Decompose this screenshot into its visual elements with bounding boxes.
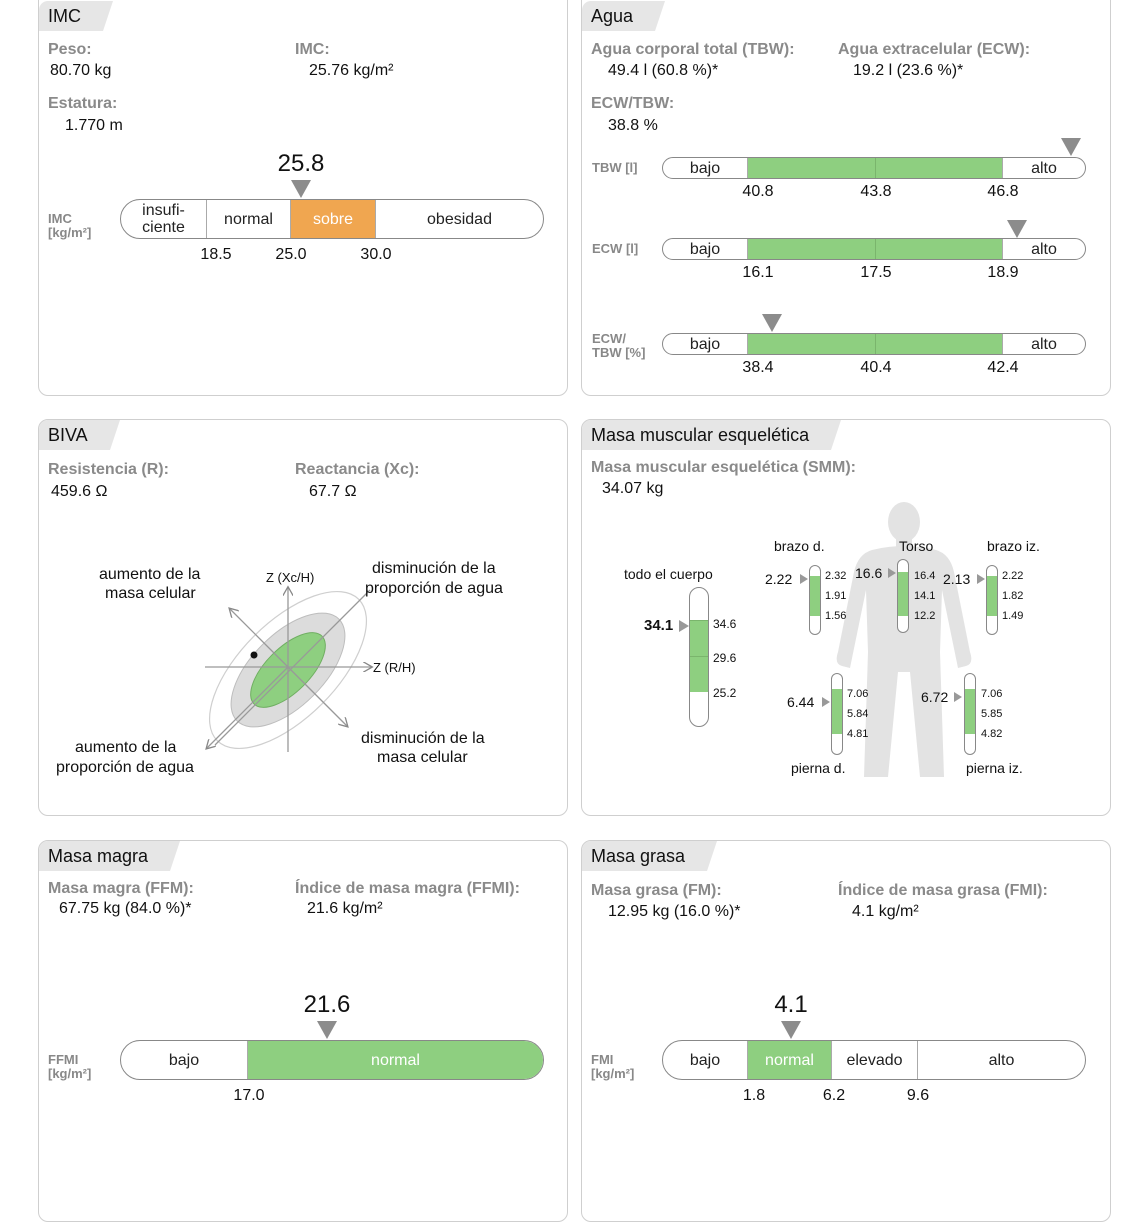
ffmi-value: 21.6 kg/m² bbox=[307, 900, 383, 917]
imc-title: IMC bbox=[39, 1, 103, 31]
imc-tick-2: 25.0 bbox=[275, 246, 307, 263]
whole-tick-2: 29.6 bbox=[713, 651, 737, 665]
arm-r-capsule bbox=[809, 565, 821, 635]
fmi-seg-bajo: bajo bbox=[689, 1051, 721, 1069]
ecwtbw-bar-label: ECW/ TBW [%] bbox=[592, 331, 646, 360]
ecwtbw-tick-1: 38.4 bbox=[742, 359, 774, 376]
biva-tl-2: masa celular bbox=[105, 585, 196, 602]
arm-l-marker-icon bbox=[977, 574, 985, 584]
resistencia-label: Resistencia (R): bbox=[48, 461, 169, 478]
leg-r-capsule bbox=[831, 673, 843, 755]
arm-r-marker-icon bbox=[800, 574, 808, 584]
ffmi-tick-1: 17.0 bbox=[233, 1087, 265, 1104]
imc-seg-obesidad: obesidad bbox=[375, 200, 543, 238]
ecw-tick-2: 17.5 bbox=[860, 264, 892, 281]
arm-l-label: brazo iz. bbox=[987, 538, 1040, 554]
tbw-range-b bbox=[875, 158, 1002, 178]
whole-tick-1: 34.6 bbox=[713, 617, 737, 631]
estatura-value: 1.770 m bbox=[65, 117, 123, 134]
leg-l-tick-2: 5.85 bbox=[981, 708, 1003, 720]
imc-label: IMC: bbox=[295, 41, 330, 58]
arm-l-capsule bbox=[986, 565, 998, 635]
ratio-label: ECW/TBW: bbox=[591, 95, 675, 112]
fmi-marker-value: 4.1 bbox=[774, 991, 808, 1018]
ecw-high: alto bbox=[1002, 239, 1085, 259]
tbw-range-a bbox=[747, 158, 875, 178]
biva-tr-1: disminución de la bbox=[372, 560, 496, 577]
fmi-seg-alto: alto bbox=[917, 1041, 1085, 1079]
leg-l-label: pierna iz. bbox=[966, 760, 1023, 776]
leg-l-value: 6.72 bbox=[921, 689, 949, 705]
fmi-label: Índice de masa grasa (FMI): bbox=[838, 882, 1048, 899]
imc-value: 25.76 kg/m² bbox=[309, 62, 394, 79]
ffmi-label: Índice de masa magra (FFMI): bbox=[295, 880, 520, 897]
ffmi-bar-label: FFMI [kg/m²] bbox=[48, 1052, 92, 1081]
tbw-low: bajo bbox=[689, 159, 721, 177]
tbw-tick-1: 40.8 bbox=[742, 183, 774, 200]
smm-label: Masa muscular esquelética (SMM): bbox=[591, 459, 856, 476]
arm-r-tick-3: 1.56 bbox=[825, 610, 847, 622]
ecwtbw-range-a bbox=[747, 334, 875, 354]
imc-bar bbox=[120, 199, 544, 239]
whole-tick-3: 25.2 bbox=[713, 686, 737, 700]
biva-axis-y-label: Z (Xc/H) bbox=[266, 570, 315, 585]
tbw-bar bbox=[662, 157, 1086, 179]
ecwtbw-high: alto bbox=[1002, 334, 1085, 354]
torso-tick-1: 16.4 bbox=[914, 570, 936, 582]
ecwtbw-marker-icon bbox=[762, 314, 782, 332]
ecw-marker-icon bbox=[1007, 220, 1027, 238]
ecw-tick-3: 18.9 bbox=[987, 264, 1019, 281]
imc-seg-sobre: sobre bbox=[290, 200, 375, 238]
fm-label: Masa grasa (FM): bbox=[591, 882, 722, 899]
peso-value: 80.70 kg bbox=[50, 62, 112, 79]
fmi-bar-label: FMI [kg/m²] bbox=[591, 1052, 635, 1081]
ffmi-marker-value: 21.6 bbox=[303, 991, 351, 1018]
biva-axis-x-label: Z (R/H) bbox=[373, 660, 416, 675]
torso-tick-3: 12.2 bbox=[914, 610, 936, 622]
reactancia-value: 67.7 Ω bbox=[309, 483, 357, 500]
tbw-tick-3: 46.8 bbox=[987, 183, 1019, 200]
tbw-label: Agua corporal total (TBW): bbox=[591, 41, 795, 58]
fmi-tick-2: 6.2 bbox=[822, 1087, 846, 1104]
leg-r-marker-icon bbox=[822, 697, 830, 707]
leg-l-range bbox=[965, 689, 975, 734]
peso-label: Peso: bbox=[48, 41, 92, 58]
ffmi-seg-bajo: bajo bbox=[168, 1051, 200, 1069]
torso-tick-2: 14.1 bbox=[914, 590, 936, 602]
smm-value: 34.07 kg bbox=[602, 480, 664, 497]
magra-title: Masa magra bbox=[39, 841, 170, 871]
arm-r-tick-2: 1.91 bbox=[825, 590, 847, 602]
biva-br-2: masa celular bbox=[377, 749, 468, 766]
leg-r-label: pierna d. bbox=[791, 760, 846, 776]
fmi-bar bbox=[662, 1040, 1086, 1080]
leg-r-range bbox=[832, 689, 842, 734]
ecw-tick-1: 16.1 bbox=[742, 264, 774, 281]
leg-l-tick-3: 4.82 bbox=[981, 728, 1003, 740]
fmi-tick-3: 9.6 bbox=[906, 1087, 930, 1104]
arm-l-tick-1: 2.22 bbox=[1002, 570, 1024, 582]
imc-bar-label: IMC [kg/m²] bbox=[48, 211, 92, 240]
biva-tr-2: proporción de agua bbox=[365, 580, 503, 597]
leg-r-tick-2: 5.84 bbox=[847, 708, 869, 720]
arm-l-value: 2.13 bbox=[943, 571, 971, 587]
biva-br-1: disminución de la bbox=[361, 730, 485, 747]
leg-r-tick-1: 7.06 bbox=[847, 688, 869, 700]
biva-tl-1: aumento de la bbox=[99, 566, 201, 583]
ecwtbw-range-b bbox=[875, 334, 1002, 354]
arm-r-label: brazo d. bbox=[774, 538, 825, 554]
tbw-value: 49.4 l (60.8 %)* bbox=[608, 62, 719, 79]
torso-label: Torso bbox=[899, 538, 934, 554]
imc-panel bbox=[38, 0, 568, 396]
ecw-label: Agua extracelular (ECW): bbox=[838, 41, 1031, 58]
ecw-range-a bbox=[747, 239, 875, 259]
agua-title: Agua bbox=[582, 1, 655, 31]
imc-marker-value: 25.8 bbox=[277, 150, 325, 177]
resistencia-value: 459.6 Ω bbox=[51, 483, 108, 500]
leg-r-tick-3: 4.81 bbox=[847, 728, 869, 740]
ratio-value: 38.8 % bbox=[608, 117, 658, 134]
biva-bl-2: proporción de agua bbox=[56, 759, 194, 776]
torso-marker-icon bbox=[888, 568, 896, 578]
ffm-label: Masa magra (FFM): bbox=[48, 880, 194, 897]
tbw-bar-label: TBW [l] bbox=[592, 160, 638, 175]
ffmi-seg-normal: normal bbox=[247, 1041, 543, 1079]
leg-l-marker-icon bbox=[954, 692, 962, 702]
arm-l-tick-3: 1.49 bbox=[1002, 610, 1024, 622]
whole-mid-line bbox=[690, 656, 708, 657]
tbw-high: alto bbox=[1002, 158, 1085, 178]
arm-l-range bbox=[987, 576, 997, 616]
ffmi-marker-icon bbox=[317, 1021, 337, 1039]
arm-r-value: 2.22 bbox=[765, 571, 793, 587]
torso-range bbox=[898, 572, 908, 616]
leg-l-capsule bbox=[964, 673, 976, 755]
whole-capsule bbox=[689, 587, 709, 727]
fm-value: 12.95 kg (16.0 %)* bbox=[608, 903, 741, 920]
imc-seg-normal: normal bbox=[206, 200, 290, 238]
musculo-title: Masa muscular esquelética bbox=[582, 420, 831, 450]
arm-r-range bbox=[810, 576, 820, 616]
whole-marker-icon bbox=[679, 620, 689, 632]
fmi-seg-elevado: elevado bbox=[831, 1041, 917, 1079]
reactancia-label: Reactancia (Xc): bbox=[295, 461, 420, 478]
ecw-range-b bbox=[875, 239, 1002, 259]
imc-tick-3: 30.0 bbox=[360, 246, 392, 263]
imc-marker-icon bbox=[291, 180, 311, 198]
ecwtbw-tick-2: 40.4 bbox=[860, 359, 892, 376]
torso-value: 16.6 bbox=[855, 565, 883, 581]
arm-r-tick-1: 2.32 bbox=[825, 570, 847, 582]
grasa-title: Masa grasa bbox=[582, 841, 707, 871]
ecwtbw-bar bbox=[662, 333, 1086, 355]
ecw-value: 19.2 l (23.6 %)* bbox=[853, 62, 964, 79]
imc-tick-1: 18.5 bbox=[200, 246, 232, 263]
ecw-low: bajo bbox=[689, 240, 721, 258]
arm-l-tick-2: 1.82 bbox=[1002, 590, 1024, 602]
ffm-value: 67.75 kg (84.0 %)* bbox=[59, 900, 192, 917]
fmi-seg-normal: normal bbox=[747, 1041, 831, 1079]
ecw-bar-label: ECW [l] bbox=[592, 241, 639, 256]
ecw-bar bbox=[662, 238, 1086, 260]
estatura-label: Estatura: bbox=[48, 95, 118, 112]
leg-l-tick-1: 7.06 bbox=[981, 688, 1003, 700]
ecwtbw-low: bajo bbox=[689, 335, 721, 353]
fmi-tick-1: 1.8 bbox=[742, 1087, 766, 1104]
whole-value: 34.1 bbox=[644, 617, 674, 634]
fmi-marker-icon bbox=[781, 1021, 801, 1039]
torso-capsule bbox=[897, 559, 909, 633]
leg-r-value: 6.44 bbox=[787, 694, 815, 710]
biva-point bbox=[251, 652, 258, 659]
tbw-tick-2: 43.8 bbox=[860, 183, 892, 200]
tbw-marker-icon bbox=[1061, 138, 1081, 156]
whole-label: todo el cuerpo bbox=[624, 566, 713, 582]
biva-bl-1: aumento de la bbox=[75, 739, 177, 756]
biva-title: BIVA bbox=[39, 420, 110, 450]
imc-seg-insuficiente: insufi-ciente bbox=[142, 202, 185, 236]
ecwtbw-tick-3: 42.4 bbox=[987, 359, 1019, 376]
fmi-value: 4.1 kg/m² bbox=[852, 903, 919, 920]
ffmi-bar bbox=[120, 1040, 544, 1080]
